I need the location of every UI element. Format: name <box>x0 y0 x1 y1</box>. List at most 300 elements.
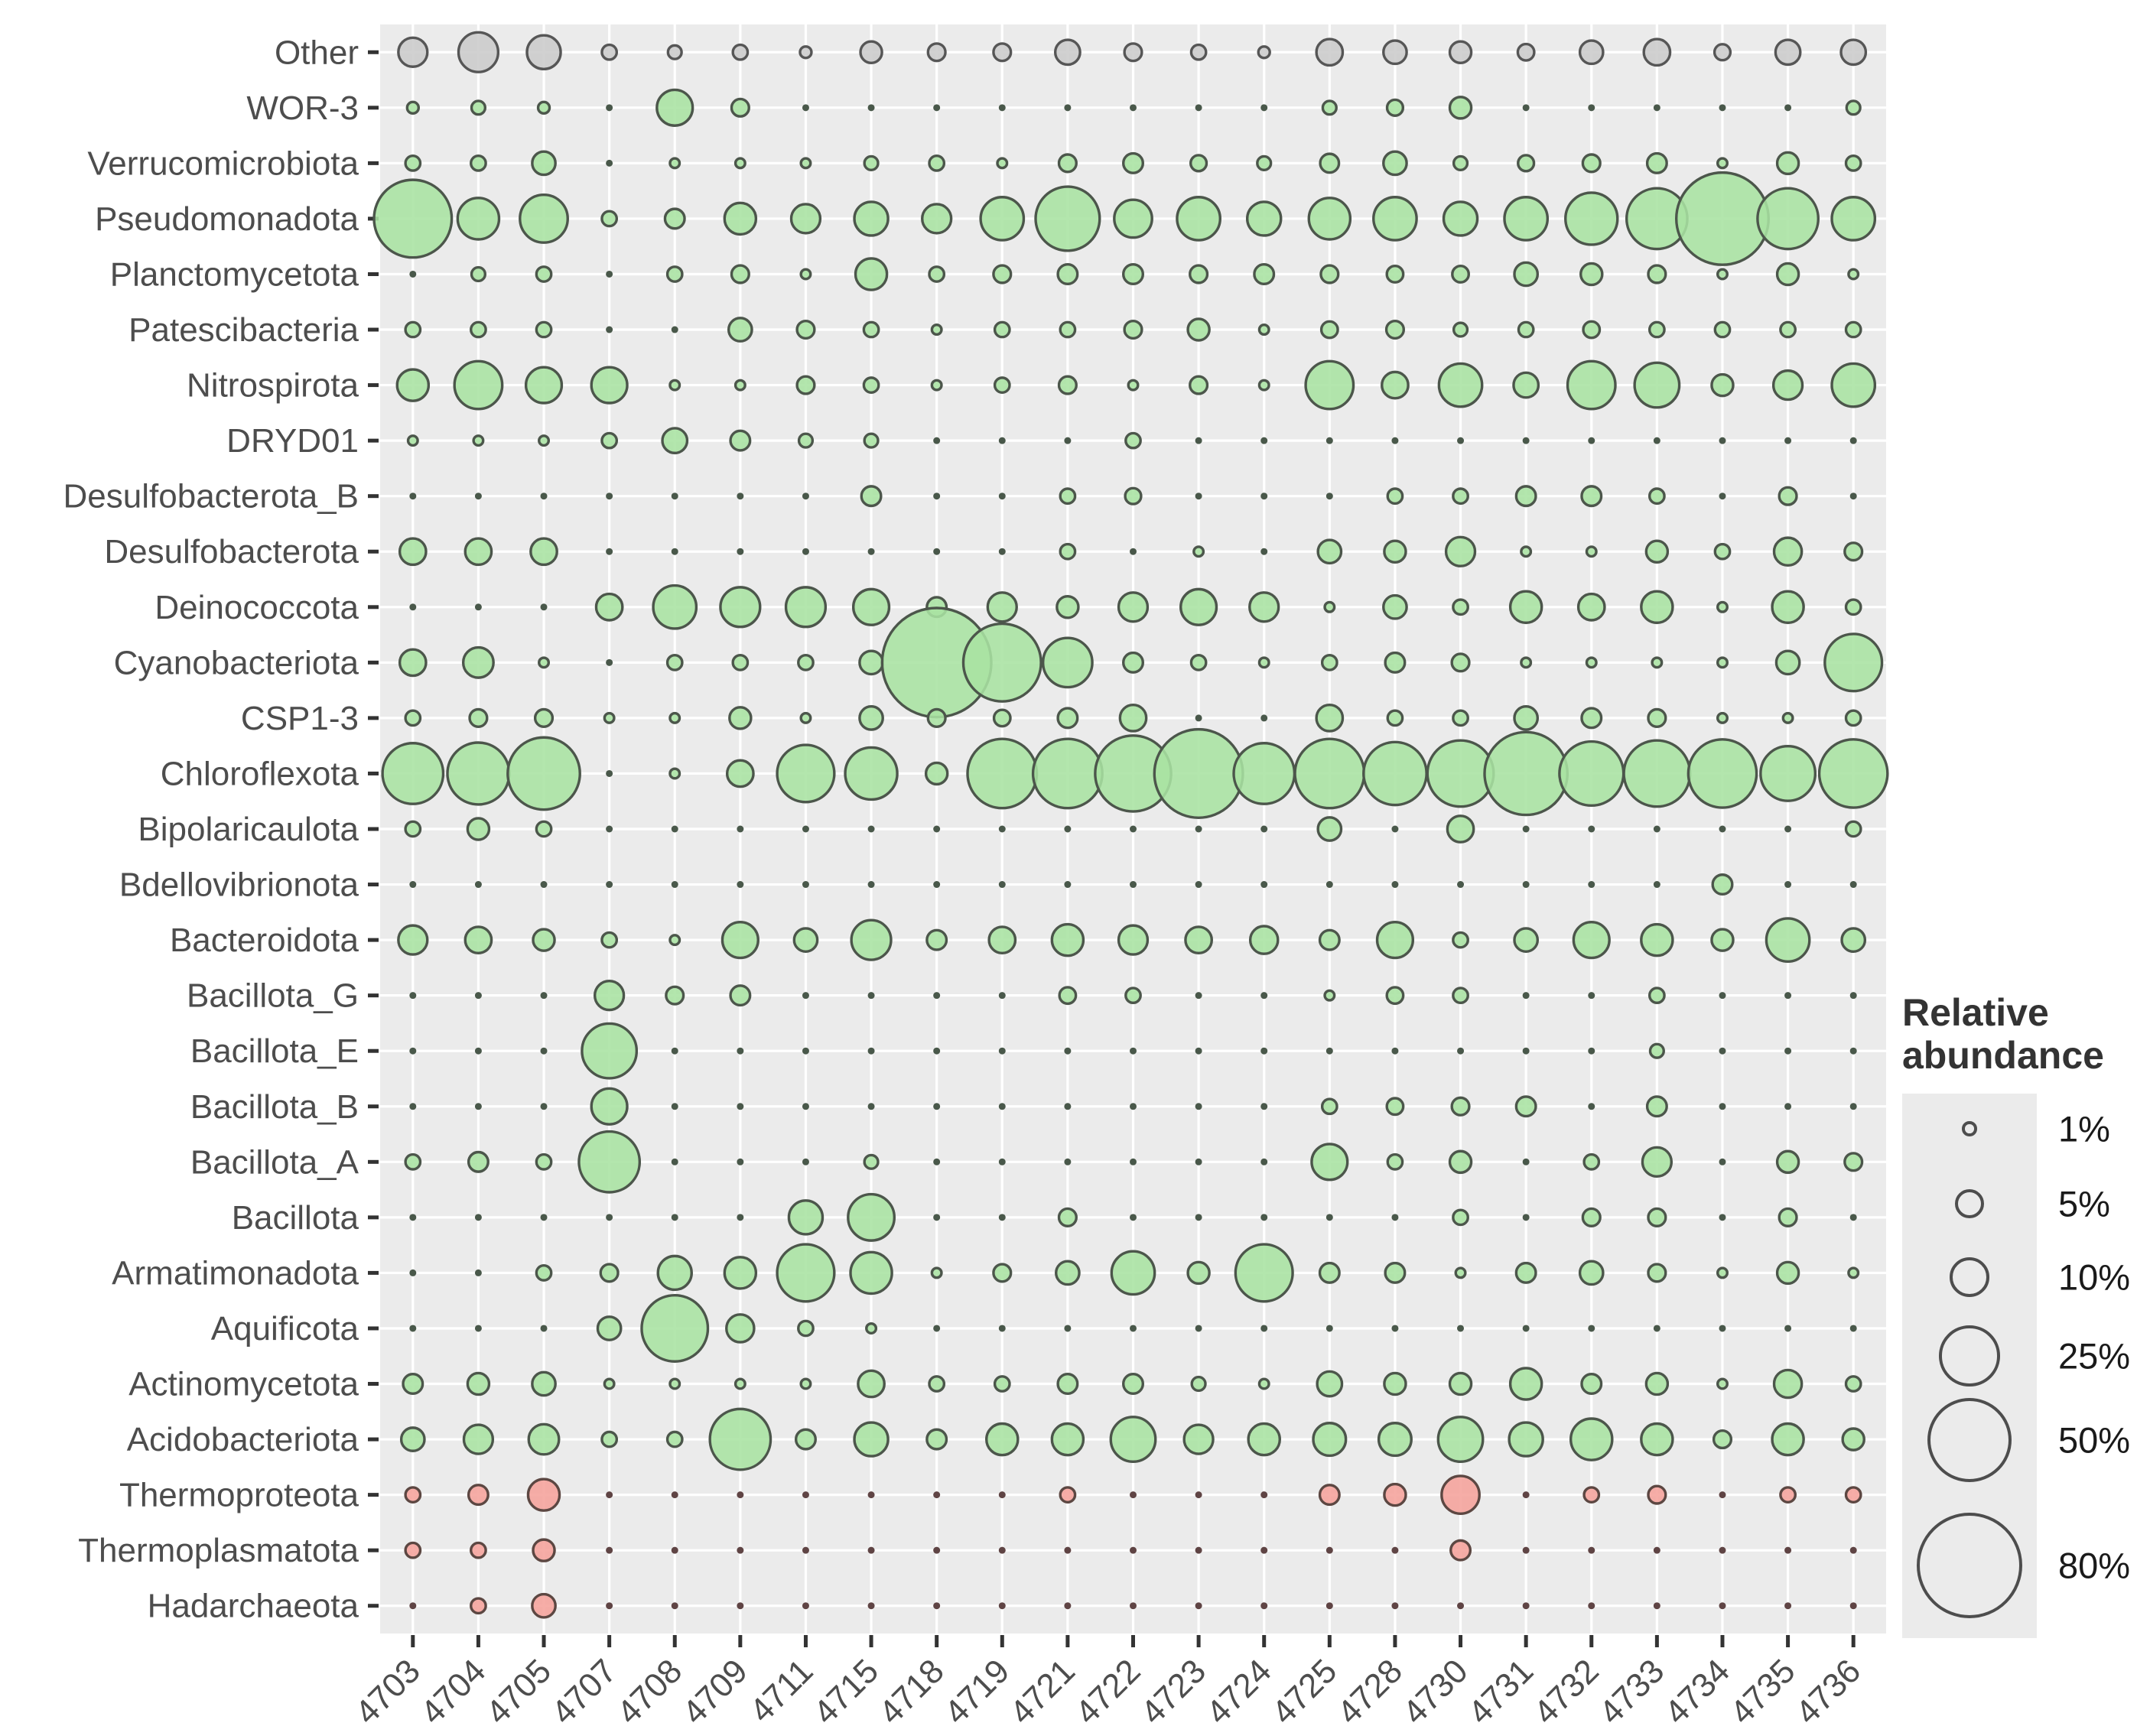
abundance-dot <box>999 1491 1006 1498</box>
abundance-bubble <box>1518 322 1533 336</box>
abundance-bubble <box>642 1295 708 1362</box>
abundance-dot <box>1195 826 1202 833</box>
abundance-bubble <box>1059 154 1077 172</box>
abundance-bubble <box>405 1155 420 1169</box>
abundance-bubble <box>1718 269 1728 279</box>
abundance-dot <box>1260 881 1267 888</box>
abundance-dot <box>737 1103 743 1110</box>
abundance-dot <box>1850 437 1857 444</box>
abundance-bubble <box>1387 99 1404 115</box>
abundance-dot <box>868 1491 875 1498</box>
abundance-dot <box>1784 437 1791 444</box>
y-tick-label: Nitrospirota <box>187 366 359 405</box>
abundance-dot <box>672 327 678 333</box>
abundance-bubble <box>1845 1153 1862 1171</box>
abundance-bubble <box>1849 1268 1859 1278</box>
abundance-bubble <box>994 44 1011 61</box>
abundance-dot <box>1588 1048 1595 1055</box>
abundance-dot <box>1523 1602 1530 1609</box>
abundance-dot <box>475 1269 482 1276</box>
abundance-bubble <box>1582 486 1602 506</box>
abundance-dot <box>409 493 416 499</box>
abundance-bubble <box>1111 1417 1155 1461</box>
abundance-bubble <box>397 369 428 401</box>
abundance-bubble <box>670 935 680 945</box>
abundance-dot <box>1260 1159 1267 1165</box>
abundance-bubble <box>777 745 834 802</box>
abundance-bubble <box>1586 547 1596 557</box>
abundance-dot <box>1588 1547 1595 1554</box>
x-tick-label: 4709 <box>675 1652 755 1732</box>
abundance-bubble <box>1257 156 1271 170</box>
abundance-bubble <box>1052 925 1083 956</box>
abundance-bubble <box>801 714 811 723</box>
abundance-bubble <box>1374 197 1417 240</box>
abundance-bubble <box>1647 1097 1667 1117</box>
abundance-dot <box>1064 1048 1071 1055</box>
abundance-dot <box>737 1602 743 1609</box>
abundance-bubble <box>536 1266 551 1280</box>
abundance-bubble <box>727 760 753 786</box>
abundance-bubble <box>1060 545 1075 559</box>
abundance-bubble <box>591 367 627 403</box>
abundance-dot <box>1195 1159 1202 1165</box>
abundance-bubble <box>1377 922 1413 958</box>
abundance-bubble <box>1177 197 1220 240</box>
abundance-dot <box>1588 1325 1595 1331</box>
abundance-bubble <box>1846 1377 1860 1391</box>
abundance-bubble <box>536 1155 551 1169</box>
abundance-dot <box>737 1491 743 1498</box>
abundance-bubble <box>1775 40 1800 64</box>
abundance-bubble <box>1514 262 1537 285</box>
legend-title: Relative abundance <box>1902 991 2104 1077</box>
abundance-bubble <box>922 204 951 233</box>
abundance-bubble <box>730 707 751 729</box>
abundance-dot <box>737 826 743 833</box>
abundance-bubble <box>860 651 883 674</box>
abundance-dot <box>1719 1048 1726 1055</box>
abundance-dot <box>999 1325 1006 1331</box>
abundance-bubble <box>473 436 483 446</box>
abundance-dot <box>1784 1547 1791 1554</box>
abundance-bubble <box>532 151 555 174</box>
abundance-bubble <box>1514 928 1537 951</box>
abundance-dot <box>868 881 875 888</box>
abundance-bubble <box>1453 988 1468 1003</box>
abundance-dot <box>737 493 743 499</box>
abundance-bubble <box>1320 930 1340 950</box>
abundance-bubble <box>1325 602 1335 612</box>
abundance-dot <box>1850 992 1857 999</box>
abundance-dot <box>672 1159 678 1165</box>
abundance-dot <box>933 826 940 833</box>
abundance-dot <box>1719 1159 1726 1165</box>
abundance-bubble <box>1584 1487 1599 1502</box>
abundance-dot <box>1130 548 1137 555</box>
abundance-bubble <box>400 649 426 675</box>
abundance-bubble <box>1306 361 1353 408</box>
abundance-bubble <box>1312 1144 1348 1180</box>
abundance-bubble <box>929 156 944 171</box>
abundance-bubble <box>864 378 878 392</box>
abundance-bubble <box>1060 1487 1075 1502</box>
abundance-bubble <box>1036 187 1100 251</box>
abundance-bubble <box>1188 319 1209 340</box>
abundance-bubble <box>724 203 756 234</box>
abundance-dot <box>868 992 875 999</box>
abundance-bubble <box>1259 1379 1269 1389</box>
abundance-bubble <box>405 156 420 171</box>
abundance-dot <box>1850 1547 1857 1554</box>
abundance-dot <box>1195 1048 1202 1055</box>
abundance-bubble <box>1521 658 1531 668</box>
abundance-dot <box>1719 826 1726 833</box>
abundance-bubble <box>1322 1099 1337 1113</box>
x-tick-label: 4721 <box>1003 1652 1082 1732</box>
y-tick-label: Bacillota_A <box>190 1143 359 1182</box>
abundance-bubble <box>1124 265 1143 284</box>
abundance-bubble <box>1846 322 1860 336</box>
abundance-bubble <box>1712 375 1733 396</box>
abundance-dot <box>737 548 743 555</box>
abundance-dot <box>1391 881 1398 888</box>
abundance-bubble <box>1322 655 1337 670</box>
abundance-bubble <box>858 1370 884 1396</box>
abundance-bubble <box>851 1252 892 1293</box>
abundance-bubble <box>1454 156 1468 170</box>
abundance-bubble <box>1188 1262 1209 1283</box>
abundance-bubble <box>539 436 549 446</box>
abundance-dot <box>1719 1103 1726 1110</box>
abundance-dot <box>1457 1048 1464 1055</box>
abundance-bubble <box>1119 593 1148 622</box>
abundance-bubble <box>1516 1263 1536 1283</box>
legend-size-label: 1% <box>2058 1108 2110 1149</box>
abundance-bubble <box>1761 746 1815 801</box>
abundance-dot <box>933 1214 940 1221</box>
abundance-bubble <box>1320 1485 1340 1505</box>
abundance-bubble <box>532 1595 555 1617</box>
abundance-bubble <box>1783 714 1793 723</box>
abundance-bubble <box>800 47 812 58</box>
legend-size-label: 50% <box>2058 1419 2131 1461</box>
abundance-bubble <box>508 737 580 809</box>
abundance-bubble <box>1718 1379 1728 1389</box>
abundance-bubble <box>602 45 616 60</box>
abundance-dot <box>1195 1491 1202 1498</box>
abundance-bubble <box>995 1377 1010 1391</box>
abundance-dot <box>606 1214 613 1221</box>
abundance-dot <box>1130 1547 1137 1554</box>
abundance-bubble <box>1234 743 1294 804</box>
abundance-dot <box>1523 437 1530 444</box>
abundance-bubble <box>929 1377 944 1391</box>
abundance-bubble <box>1309 198 1350 239</box>
abundance-bubble <box>1846 710 1860 725</box>
abundance-dot <box>1326 1048 1333 1055</box>
abundance-bubble <box>602 433 616 447</box>
abundance-bubble <box>405 1543 420 1557</box>
abundance-dot <box>475 881 482 888</box>
abundance-dot <box>933 1048 940 1055</box>
abundance-dot <box>1130 1491 1137 1498</box>
abundance-bubble <box>1842 928 1865 951</box>
abundance-bubble <box>1248 1423 1280 1455</box>
abundance-bubble <box>1718 158 1728 168</box>
abundance-dot <box>606 659 613 666</box>
abundance-bubble <box>402 1428 424 1451</box>
legend-body <box>1902 1094 2150 1638</box>
abundance-bubble <box>470 710 487 727</box>
abundance-bubble <box>600 1264 618 1282</box>
abundance-bubble <box>668 267 682 281</box>
abundance-bubble <box>722 922 758 958</box>
abundance-bubble <box>471 156 486 171</box>
abundance-bubble <box>1509 1422 1543 1456</box>
abundance-dot <box>1195 1214 1202 1221</box>
abundance-bubble <box>533 929 555 951</box>
y-tick-label: WOR-3 <box>246 89 359 127</box>
abundance-dot <box>1523 104 1530 111</box>
abundance-dot <box>475 992 482 999</box>
abundance-dot <box>672 1214 678 1221</box>
y-tick-label: Deinococcota <box>155 588 359 626</box>
abundance-dot <box>1260 493 1267 499</box>
abundance-dot <box>1260 992 1267 999</box>
abundance-bubble <box>1778 152 1799 174</box>
abundance-bubble <box>1580 1261 1603 1284</box>
abundance-dot <box>475 603 482 610</box>
abundance-bubble <box>1325 990 1335 1000</box>
abundance-dot <box>1064 104 1071 111</box>
abundance-dot <box>1260 1325 1267 1331</box>
abundance-bubble <box>1387 1098 1404 1115</box>
abundance-bubble <box>1295 739 1364 808</box>
abundance-dot <box>933 881 940 888</box>
abundance-dot <box>802 548 809 555</box>
abundance-dot <box>672 1491 678 1498</box>
abundance-bubble <box>994 265 1011 283</box>
abundance-bubble <box>932 1268 942 1278</box>
abundance-bubble <box>1387 987 1404 1004</box>
abundance-bubble <box>801 269 811 279</box>
abundance-bubble <box>1259 380 1269 390</box>
abundance-bubble <box>796 1429 816 1449</box>
y-tick-label: Bdellovibrionota <box>119 866 359 904</box>
abundance-dot <box>1784 1048 1791 1055</box>
abundance-dot <box>999 1159 1006 1165</box>
abundance-dot <box>1391 1048 1398 1055</box>
abundance-bubble <box>997 158 1007 168</box>
abundance-bubble <box>1846 821 1860 836</box>
abundance-dot <box>1654 881 1660 888</box>
abundance-bubble <box>1454 323 1468 336</box>
abundance-bubble <box>1057 597 1078 618</box>
abundance-dot <box>999 1103 1006 1110</box>
abundance-bubble <box>1251 926 1278 954</box>
abundance-bubble <box>1774 371 1803 400</box>
abundance-dot <box>933 548 940 555</box>
x-tick-label: 4731 <box>1461 1652 1541 1732</box>
abundance-bubble <box>733 45 747 60</box>
abundance-bubble <box>867 1324 877 1334</box>
abundance-dot <box>1588 1103 1595 1110</box>
y-tick-label: Bacillota_G <box>186 977 359 1015</box>
abundance-bubble <box>1058 1374 1078 1394</box>
legend-size-circle <box>1939 1325 1999 1386</box>
abundance-dot <box>1719 1325 1726 1331</box>
abundance-bubble <box>736 158 746 168</box>
abundance-bubble <box>539 658 549 668</box>
abundance-bubble <box>1114 200 1152 237</box>
abundance-dot <box>868 1602 875 1609</box>
abundance-bubble <box>1568 361 1615 408</box>
abundance-bubble <box>1058 265 1078 284</box>
abundance-bubble <box>1718 1268 1728 1278</box>
abundance-bubble <box>797 376 815 394</box>
abundance-bubble <box>403 1374 423 1394</box>
size-legend <box>1902 991 2150 1638</box>
abundance-dot <box>1588 826 1595 833</box>
abundance-dot <box>1588 104 1595 111</box>
y-tick-label: Bipolaricaulota <box>138 811 359 848</box>
abundance-bubble <box>731 265 749 283</box>
abundance-dot <box>1195 1103 1202 1110</box>
abundance-dot <box>541 603 548 610</box>
abundance-bubble <box>1642 1147 1671 1176</box>
abundance-bubble <box>658 1256 691 1289</box>
abundance-dot <box>1719 1214 1726 1221</box>
abundance-bubble <box>1582 1374 1602 1394</box>
abundance-bubble <box>1766 918 1809 961</box>
abundance-dot <box>475 1103 482 1110</box>
abundance-bubble <box>1758 188 1818 249</box>
abundance-bubble <box>1571 1419 1612 1460</box>
abundance-dot <box>1850 1048 1857 1055</box>
abundance-bubble <box>932 380 942 390</box>
abundance-bubble <box>1056 1261 1079 1284</box>
abundance-bubble <box>464 648 494 678</box>
abundance-dot <box>737 1214 743 1221</box>
abundance-bubble <box>1316 39 1342 65</box>
abundance-bubble <box>1055 40 1080 64</box>
abundance-bubble <box>1453 710 1468 725</box>
abundance-bubble <box>736 1379 746 1389</box>
abundance-bubble <box>602 932 616 947</box>
abundance-dot <box>933 493 940 499</box>
abundance-dot <box>737 1547 743 1554</box>
abundance-bubble <box>710 1409 770 1469</box>
abundance-dot <box>999 992 1006 999</box>
abundance-bubble <box>1586 658 1596 668</box>
abundance-bubble <box>467 818 489 840</box>
abundance-bubble <box>1316 705 1342 731</box>
y-tick-label: Bacillota_B <box>190 1087 359 1126</box>
abundance-bubble <box>1387 266 1404 283</box>
abundance-dot <box>672 1103 678 1110</box>
abundance-bubble <box>472 268 486 281</box>
abundance-bubble <box>1778 1262 1799 1283</box>
abundance-bubble <box>1715 322 1729 336</box>
abundance-bubble <box>720 587 760 627</box>
abundance-bubble <box>864 1155 878 1169</box>
abundance-dot <box>933 1159 940 1165</box>
abundance-bubble <box>730 986 750 1006</box>
abundance-dot <box>999 826 1006 833</box>
x-tick-label: 4735 <box>1722 1652 1803 1732</box>
x-tick-label: 4705 <box>479 1652 559 1732</box>
abundance-bubble <box>467 1373 489 1394</box>
abundance-dot <box>409 1214 416 1221</box>
abundance-dot <box>1130 104 1137 111</box>
abundance-dot <box>1260 1048 1267 1055</box>
abundance-bubble <box>1313 1423 1346 1456</box>
abundance-bubble <box>1652 658 1662 668</box>
abundance-dot <box>1326 1325 1333 1331</box>
abundance-bubble <box>465 927 491 953</box>
x-tick-label: 4711 <box>742 1652 821 1730</box>
abundance-bubble <box>1258 47 1270 58</box>
abundance-dot <box>1457 881 1464 888</box>
abundance-bubble <box>1059 1208 1077 1226</box>
abundance-dot <box>1719 493 1726 499</box>
abundance-bubble <box>987 1423 1018 1455</box>
abundance-dot <box>1719 104 1726 111</box>
abundance-bubble <box>1033 739 1103 808</box>
abundance-bubble <box>1641 591 1673 623</box>
y-tick-label: Verrucomicrobiota <box>87 145 359 183</box>
legend-size-label: 25% <box>2058 1335 2131 1377</box>
abundance-dot <box>1784 826 1791 833</box>
abundance-bubble <box>1317 1371 1342 1396</box>
abundance-bubble <box>968 739 1037 808</box>
abundance-dot <box>1654 1325 1660 1331</box>
abundance-bubble <box>789 1201 822 1234</box>
abundance-dot <box>1391 437 1398 444</box>
abundance-dot <box>606 826 613 833</box>
abundance-dot <box>1130 1214 1137 1221</box>
abundance-bubble <box>1059 987 1076 1004</box>
abundance-bubble <box>604 714 614 723</box>
abundance-dot <box>1195 881 1202 888</box>
abundance-bubble <box>1715 44 1731 60</box>
abundance-bubble <box>932 325 942 335</box>
abundance-bubble <box>602 211 616 226</box>
y-tick-label: Bacillota <box>231 1198 359 1237</box>
abundance-dot <box>1850 493 1857 499</box>
abundance-dot <box>1195 104 1202 111</box>
abundance-bubble <box>1581 263 1602 284</box>
abundance-bubble <box>457 198 499 239</box>
abundance-bubble <box>472 101 486 115</box>
abundance-bubble <box>668 1432 682 1446</box>
abundance-bubble <box>1126 433 1140 447</box>
y-tick-label: Acidobacteriota <box>126 1421 359 1459</box>
abundance-dot <box>1195 437 1202 444</box>
y-tick-label: Bacillota_E <box>190 1032 359 1071</box>
legend-key-box <box>1902 1094 2037 1638</box>
x-tick-label: 4723 <box>1134 1652 1214 1732</box>
abundance-dot <box>802 1159 809 1165</box>
abundance-bubble <box>1125 488 1141 504</box>
abundance-dot <box>672 1547 678 1554</box>
abundance-dot <box>1391 826 1398 833</box>
abundance-bubble <box>1449 41 1471 63</box>
x-tick-label: 4734 <box>1657 1652 1738 1732</box>
x-tick-label: 4707 <box>544 1652 624 1732</box>
abundance-bubble <box>1644 39 1670 65</box>
